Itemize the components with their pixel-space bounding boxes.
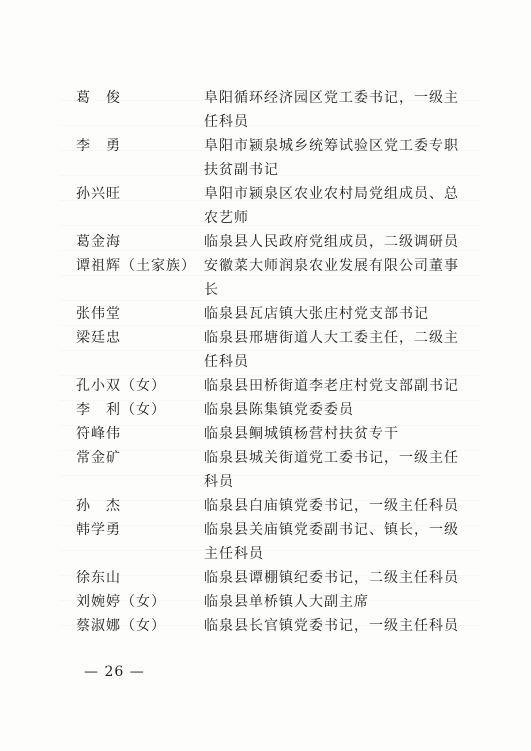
person-name: 常金矿 — [76, 450, 121, 466]
person-name: 葛 俊 — [76, 90, 121, 106]
list-item — [76, 614, 476, 638]
list-item — [76, 518, 476, 566]
person-name: 孔小双（女） — [76, 378, 166, 394]
list-item — [76, 302, 476, 326]
list-item — [76, 566, 476, 590]
person-title: 临泉县白庙镇党委书记，一级主任科员 — [204, 498, 459, 514]
list-item — [76, 326, 476, 374]
page-number: — 26 — — [84, 664, 145, 680]
person-title: 临泉县人民政府党组成员，二级调研员 — [204, 234, 459, 250]
person-name: 孙 杰 — [76, 498, 121, 514]
list-item — [76, 134, 476, 182]
person-title: 阜阳市颍泉城乡统筹试验区党工委专职扶贫副书记 — [204, 138, 459, 178]
person-title: 临泉县田桥街道李老庄村党支部副书记 — [204, 378, 459, 394]
person-title: 临泉县关庙镇党委副书记、镇长，一级主任科员 — [204, 522, 459, 562]
person-title: 阜阳市颍泉区农业农村局党组成员、总农艺师 — [204, 186, 459, 226]
list-item — [76, 254, 476, 302]
person-name: 符峰伟 — [76, 426, 121, 442]
list-item — [76, 182, 476, 230]
person-name: 张伟堂 — [76, 306, 121, 322]
person-name: 韩学勇 — [76, 522, 121, 538]
list-item — [76, 590, 476, 614]
person-name: 梁廷忠 — [76, 330, 121, 346]
person-title: 临泉县陈集镇党委委员 — [204, 402, 354, 418]
person-name: 李 勇 — [76, 138, 121, 154]
person-title: 临泉县单桥镇人大副主席 — [204, 594, 369, 610]
person-name: 蔡淑娜（女） — [76, 618, 166, 634]
person-name: 李 利（女） — [76, 402, 166, 418]
list-item — [76, 446, 476, 494]
list-item — [76, 230, 476, 254]
person-name: 谭祖辉（土家族） — [76, 258, 196, 274]
person-name: 葛金海 — [76, 234, 121, 250]
person-title: 临泉县邢塘街道人大工委主任，二级主任科员 — [204, 330, 459, 370]
person-name: 徐东山 — [76, 570, 121, 586]
person-name: 孙兴旺 — [76, 186, 121, 202]
person-title: 临泉县鲖城镇杨营村扶贫专干 — [204, 426, 399, 442]
person-title: 阜阳循环经济园区党工委书记，一级主任科员 — [204, 90, 459, 130]
person-title: 临泉县长官镇党委书记，一级主任科员 — [204, 618, 459, 634]
person-name: 刘婉婷（女） — [76, 594, 166, 610]
personnel-list — [76, 86, 476, 638]
list-item — [76, 422, 476, 446]
list-item — [76, 374, 476, 398]
person-title: 安徽菜大师润泉农业发展有限公司董事长 — [204, 258, 459, 298]
list-item — [76, 494, 476, 518]
list-item — [76, 86, 476, 134]
person-title: 临泉县城关街道党工委书记，一级主任科员 — [204, 450, 459, 490]
person-title: 临泉县谭棚镇纪委书记，二级主任科员 — [204, 570, 459, 586]
list-item — [76, 398, 476, 422]
person-title: 临泉县瓦店镇大张庄村党支部书记 — [204, 306, 429, 322]
